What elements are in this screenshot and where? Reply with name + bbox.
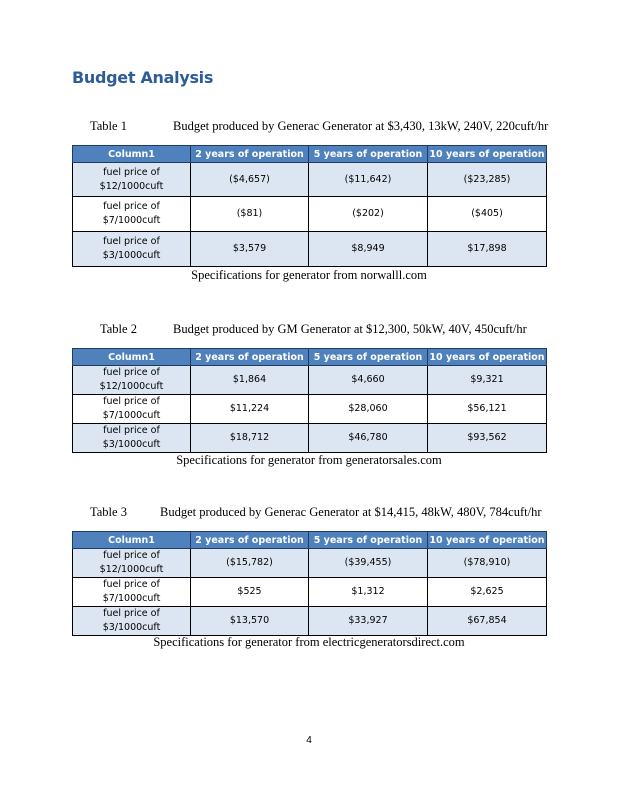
table-2-label: Table 2 (100, 322, 137, 336)
table-1-spec: Specifications for generator from norwalll.com (191, 268, 427, 282)
table-cell: $56,121 (428, 395, 547, 424)
table-cell: $28,060 (309, 395, 428, 424)
table-cell: ($11,642) (309, 163, 428, 197)
table-2-title: Budget produced by GM Generator at $12,300, 50kW, 40V, 450cuft/hr (173, 322, 527, 336)
table-3-caption (90, 505, 542, 520)
column-header: Column1 (73, 146, 191, 163)
table-cell: $8,949 (309, 232, 428, 267)
table-3-label: Table 3 (90, 505, 127, 519)
table-1-caption (90, 119, 549, 134)
table-row (73, 549, 547, 578)
column-header: Column1 (73, 349, 191, 366)
table-cell: $33,927 (309, 607, 428, 636)
table-cell: $1,312 (309, 578, 428, 607)
table-cell: ($202) (309, 197, 428, 232)
row-label: fuel price of $12/1000cuft (73, 163, 191, 197)
table-3-title: Budget produced by Generac Generator at $14,415, 48kW, 480V, 784cuft/hr (160, 505, 542, 519)
table-cell: $93,562 (428, 424, 547, 453)
budget-table-3 (72, 531, 547, 636)
column-header: 10 years of operation (428, 146, 547, 163)
table-cell: $525 (191, 578, 309, 607)
column-header: 2 years of operation (191, 349, 309, 366)
table-1-title: Budget produced by Generac Generator at $3,430, 13kW, 240V, 220cuft/hr (173, 119, 549, 133)
column-header: 2 years of operation (191, 146, 309, 163)
table-cell: ($23,285) (428, 163, 547, 197)
column-header: 2 years of operation (191, 532, 309, 549)
table-row (73, 232, 547, 267)
row-label: fuel price of $3/1000cuft (73, 424, 191, 453)
column-header: 5 years of operation (309, 349, 428, 366)
table-row (73, 578, 547, 607)
table-cell: ($78,910) (428, 549, 547, 578)
row-label: fuel price of $3/1000cuft (73, 607, 191, 636)
table-cell: $11,224 (191, 395, 309, 424)
table-cell: ($405) (428, 197, 547, 232)
table-cell: ($39,455) (309, 549, 428, 578)
row-label: fuel price of $3/1000cuft (73, 232, 191, 267)
table-cell: $13,570 (191, 607, 309, 636)
page-heading: Budget Analysis (72, 68, 214, 87)
row-label: fuel price of $12/1000cuft (73, 549, 191, 578)
page-number: 4 (306, 735, 312, 746)
budget-table-2 (72, 348, 547, 453)
column-header: 10 years of operation (428, 349, 547, 366)
table-cell: $9,321 (428, 366, 547, 395)
table-3-spec: Specifications for generator from electricgeneratorsdirect.com (153, 635, 465, 649)
table-row (73, 197, 547, 232)
table-2-spec: Specifications for generator from generatorsales.com (176, 453, 442, 467)
table-cell: $1,864 (191, 366, 309, 395)
table-row (73, 424, 547, 453)
table-cell: ($4,657) (191, 163, 309, 197)
table-cell: ($81) (191, 197, 309, 232)
table-row (73, 607, 547, 636)
table-row (73, 395, 547, 424)
column-header: 10 years of operation (428, 532, 547, 549)
column-header: 5 years of operation (309, 146, 428, 163)
table-cell: $18,712 (191, 424, 309, 453)
table-cell: $2,625 (428, 578, 547, 607)
budget-table-1 (72, 145, 547, 267)
table-cell: $46,780 (309, 424, 428, 453)
table-row (73, 163, 547, 197)
table-cell: ($15,782) (191, 549, 309, 578)
table-cell: $67,854 (428, 607, 547, 636)
table-2-caption (100, 322, 527, 337)
table-cell: $3,579 (191, 232, 309, 267)
column-header: Column1 (73, 532, 191, 549)
table-cell: $17,898 (428, 232, 547, 267)
table-row (73, 366, 547, 395)
row-label: fuel price of $7/1000cuft (73, 197, 191, 232)
row-label: fuel price of $7/1000cuft (73, 395, 191, 424)
row-label: fuel price of $12/1000cuft (73, 366, 191, 395)
column-header: 5 years of operation (309, 532, 428, 549)
table-cell: $4,660 (309, 366, 428, 395)
table-1-label: Table 1 (90, 119, 127, 133)
row-label: fuel price of $7/1000cuft (73, 578, 191, 607)
